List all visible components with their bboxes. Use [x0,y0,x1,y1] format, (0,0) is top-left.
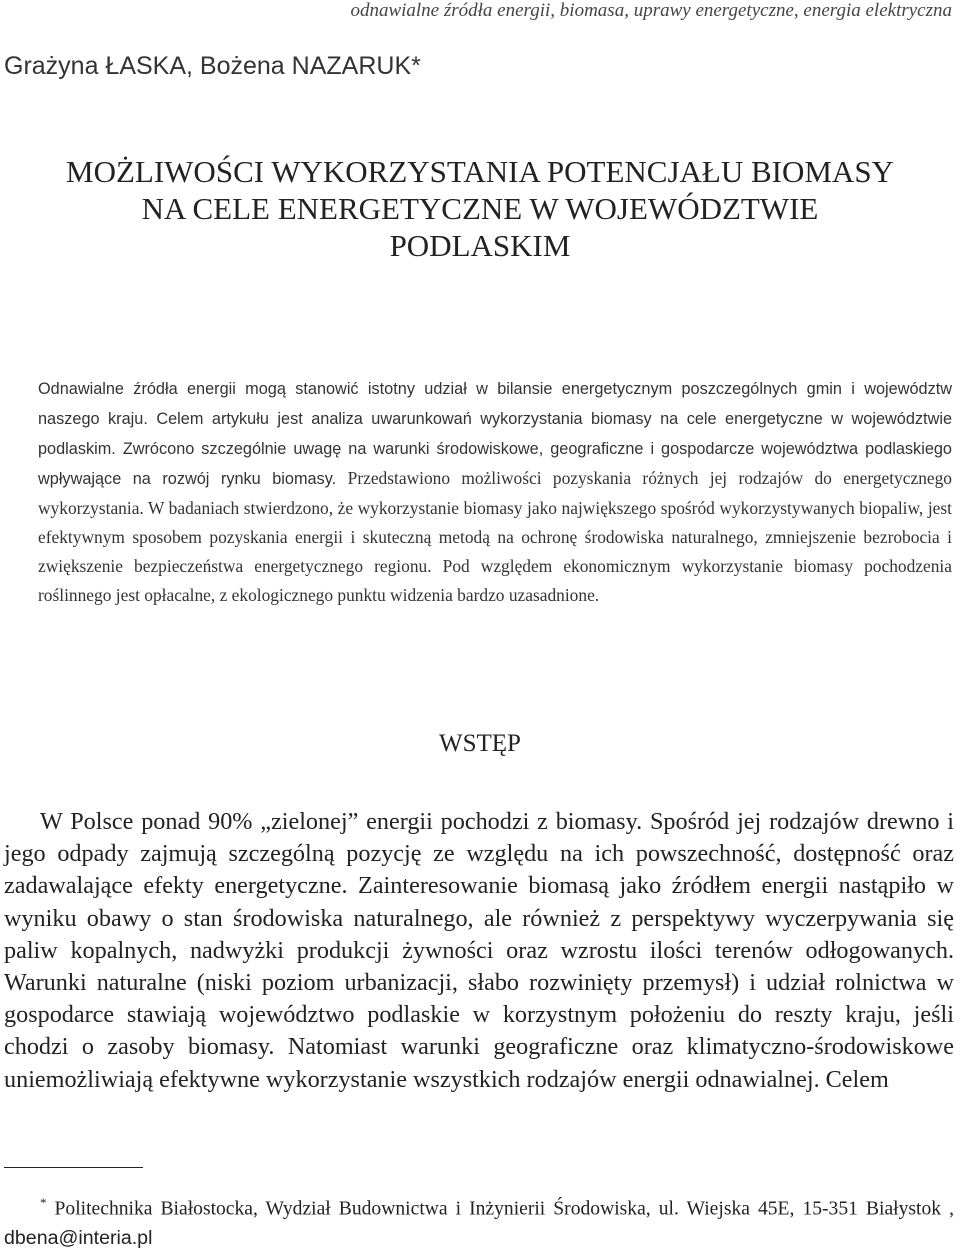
footnote-affiliation: Politechnika Białostocka, Wydział Budownictwa i Inżynierii Środowiska, ul. Wiejska 45E, 15-351 Białystok , [46,1198,954,1220]
footnote [4,1188,954,1253]
title-line-1: MOŻLIWOŚCI WYKORZYSTANIA POTENCJAŁU BIOMASY [66,154,894,189]
abstract-part-b: Celem artykułu jest analiza uwarunkowań wykorzystania biomasy na cele energetyczne w województwie podlaskim. [38,410,952,458]
footnote-divider [4,1167,143,1168]
abstract-part-a: Odnawialne źródła energii mogą stanowić istotny udział w bilansie energetycznym poszczególnych gmin i województw naszego kraju. [38,380,952,428]
title-line-3: PODLASKIM [389,228,571,263]
abstract-part-c: Zwrócono szczególnie uwagę na warunki środowiskowe, geograficzne i gospodarcze województwa podlaskiego wpływające na rozwój rynku biomasy. [38,440,952,488]
keywords-line: odnawialne źródła energii, biomasa, uprawy energetyczne, energia elektryczna [350,0,952,21]
footnote-email-link[interactable]: dbena@interia.pl [4,1226,153,1249]
authors-line: Grażyna ŁASKA, Bożena NAZARUK* [4,52,421,80]
footnote-marker: * [40,1195,47,1210]
intro-paragraph: W Polsce ponad 90% „zielonej” energii pochodzi z biomasy. Spośród jej rodzajów drewno i jego odpady zajmują szczególną pozycję ze względu na ich powszechność, dostępność oraz zadawalające efekty energetyczne. Zainteresowanie biomasą jako źródłem energii nastąpiło w wyniku obawy o stan środowiska naturalnego, ale również z perspektywy wyczerpywania się paliw kopalnych, nadwyżki produkcji żywności oraz wzrostu ilości terenów odłogowanych. Warunki naturalne (niski poziom urbanizacji, słabo rozwinięty przemysł) i udział rolnictwa w gospodarce stawiają województwo podlaskie w korzystnym położeniu do reszty kraju, jeśli chodzi o zasoby biomasy. Natomiast warunki geograficzne oraz klimatyczno-środowiskowe uniemożliwiają efektywne wykorzystanie wszystkich rodzajów energii odnawialnej. Celem [4,808,954,1093]
abstract-part-d: Przedstawiono możliwości pozyskania różnych jej rodzajów do energetycznego wykorzystania. W badaniach stwierdzono, że wykorzystanie biomasy jako największego spośród wykorzystywanych biopaliw, jest efektywnym sposobem pozyskania energii i skuteczną metodą na ochronę środowiska naturalnego, zmniejszenie bezrobocia i zwiększenie bezpieczeństwa energetycznego regionu. Pod względem ekonomicznym wykorzystanie biomasy pochodzenia roślinnego jest opłacalne, z ekologicznego punktu widzenia bardzo uzasadnione. [38,468,952,605]
section-heading-intro: WSTĘP [439,730,521,757]
title-line-2: NA CELE ENERGETYCZNE W WOJEWÓDZTWIE [141,191,819,226]
paper-title [0,153,960,264]
abstract [38,374,952,610]
